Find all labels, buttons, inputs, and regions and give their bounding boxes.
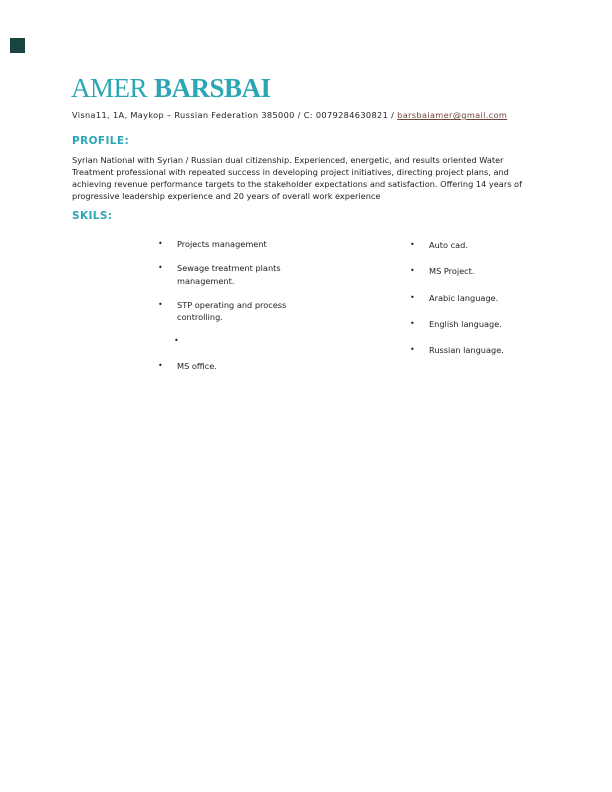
list-item — [410, 265, 555, 277]
list-item-empty-sub-bullet — [174, 335, 293, 347]
skills-list-right — [410, 239, 555, 370]
skills-heading: SKILS: — [72, 210, 113, 222]
list-item — [158, 299, 293, 324]
skill-label: Auto cad. — [429, 240, 468, 250]
title-last-name: BARSBAI — [154, 73, 271, 103]
bullet-icon: • — [174, 336, 179, 346]
skill-label: Russian language. — [429, 345, 504, 356]
bullet-icon: • — [410, 345, 415, 355]
bullet-icon: • — [410, 240, 415, 249]
list-item — [158, 262, 293, 287]
title-first-name: AMER — [71, 73, 148, 103]
profile-heading: PROFILE: — [72, 135, 130, 147]
skill-label: Projects management — [177, 239, 267, 249]
list-item — [158, 238, 293, 250]
bullet-icon: • — [158, 263, 163, 273]
contact-line — [72, 109, 552, 121]
bullet-icon: • — [410, 266, 415, 276]
list-item — [410, 344, 555, 356]
profile-text: Syrian National with Syrian / Russian dual citizenship. Experienced, energetic, and results oriented Water Treatment professional with repeated success in developing project initiatives, directing project plans, and achieving revenue performance targets to the stakeholder expectations and satisfaction. Offering 14 years of progressive leadership experience and 20 years of overall work experience — [72, 155, 522, 202]
list-item — [410, 292, 555, 304]
bullet-icon: • — [410, 318, 415, 328]
skill-label: Arabic language. — [429, 292, 499, 303]
list-item — [158, 360, 293, 372]
bullet-icon: • — [158, 360, 163, 370]
skill-label: STP operating and process controlling. — [177, 299, 287, 323]
skills-list-left — [158, 238, 293, 384]
list-item — [410, 239, 555, 251]
skill-label: English language. — [429, 318, 502, 329]
skill-label — [193, 335, 293, 347]
bullet-icon: • — [410, 292, 415, 302]
list-item — [410, 318, 555, 330]
bullet-icon: • — [158, 299, 163, 309]
skill-label: MS office. — [177, 360, 217, 371]
bullet-icon: • — [158, 239, 163, 248]
page-title — [71, 74, 271, 102]
corner-decoration-square — [10, 38, 25, 53]
email-link[interactable]: barsbaiamer@gmail.com — [397, 110, 508, 120]
skill-label: MS Project. — [429, 266, 475, 277]
skill-label: Sewage treatment plants management. — [177, 263, 281, 286]
contact-address-phone: Visna11, 1A, Maykop – Russian Federation 385000 / C: 0079284630821 / — [72, 110, 398, 120]
